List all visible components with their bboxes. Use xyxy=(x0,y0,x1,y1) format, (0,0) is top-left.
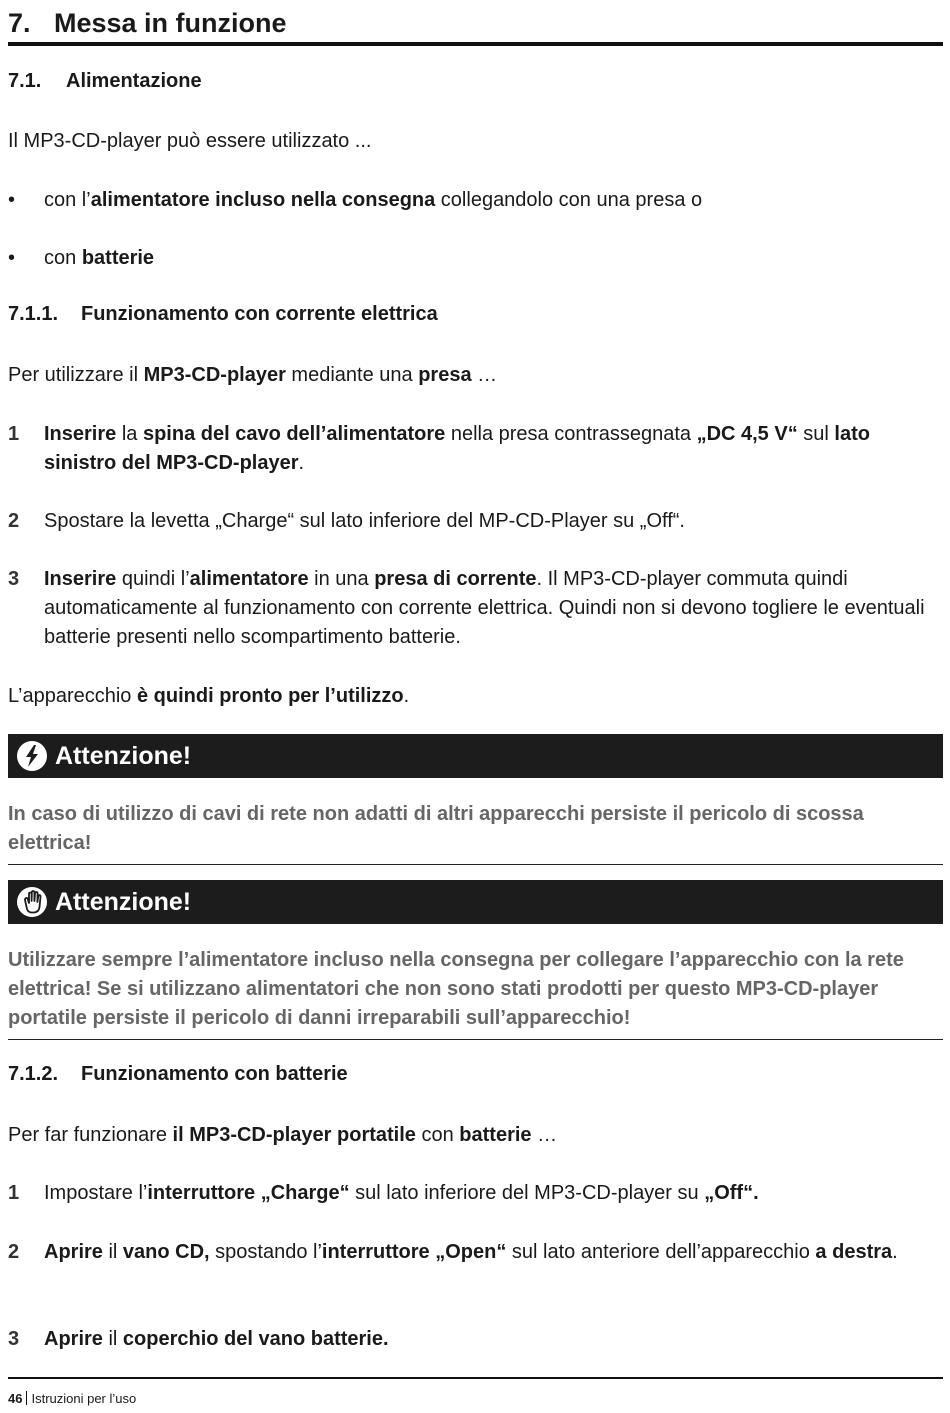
text-bold: lato sinistro del MP3-CD-player xyxy=(44,423,870,474)
step-item xyxy=(0,420,950,478)
text: … xyxy=(531,1124,558,1146)
step-item xyxy=(0,1325,950,1354)
text-bold: Aprire xyxy=(44,1328,103,1350)
text: il xyxy=(102,1241,123,1263)
intro-paragraph xyxy=(8,361,497,390)
warning-header xyxy=(8,880,943,924)
text: il xyxy=(102,1328,123,1350)
text-bold: alimentatore incluso nella consegna xyxy=(90,189,436,211)
footer-divider xyxy=(8,1377,943,1379)
step-item xyxy=(0,565,950,652)
text: . xyxy=(892,1241,898,1263)
section-heading-7-1 xyxy=(8,70,202,93)
section-number: 7.1.2. xyxy=(8,1063,59,1085)
divider xyxy=(8,864,943,865)
step-text xyxy=(44,1325,944,1354)
text-bold: presa di corrente xyxy=(374,568,537,590)
text-bold: il MP3-CD-player portatile xyxy=(172,1124,416,1146)
text-bold: Inserire xyxy=(44,423,117,445)
section-title: Funzionamento con corrente elettrica xyxy=(81,303,438,325)
step-number: 2 xyxy=(8,1241,20,1263)
section-number: 7.1.1. xyxy=(8,303,59,325)
section-title: Alimentazione xyxy=(66,70,202,92)
text-bold: alimentatore xyxy=(189,568,309,590)
text: sul xyxy=(797,423,835,445)
text-bold: batterie xyxy=(459,1124,532,1146)
text: in una xyxy=(308,568,375,590)
text: sul lato inferiore del MP3-CD-player su xyxy=(349,1182,705,1204)
step-number: 2 xyxy=(8,510,20,532)
text-bold: interruttore „Charge“ xyxy=(147,1182,350,1204)
warning-title: Attenzione! xyxy=(55,888,192,916)
text: con l’ xyxy=(44,189,91,211)
text-bold: „DC 4,5 V“ xyxy=(696,423,798,445)
text-bold: Inserire xyxy=(44,568,117,590)
text: . xyxy=(403,685,410,707)
chapter-heading xyxy=(8,4,943,46)
step-number: 1 xyxy=(8,423,20,445)
step-text: Spostare la levetta „Charge“ sul lato inferiore del MP-CD-Player su „Off“. xyxy=(44,510,685,532)
text-bold: presa xyxy=(418,364,472,386)
bullet-item xyxy=(8,186,943,215)
text-bold: è quindi pronto per l’utilizzo xyxy=(136,685,404,707)
step-number: 1 xyxy=(8,1182,20,1204)
text-bold: MP3-CD-player xyxy=(143,364,286,386)
section-title: Funzionamento con batterie xyxy=(81,1063,348,1085)
footer-separator xyxy=(26,1391,27,1405)
step-item xyxy=(0,1179,950,1208)
warning-header xyxy=(8,734,943,778)
step-text xyxy=(44,1238,944,1267)
bullet-mark: • xyxy=(8,247,16,269)
text: . Il MP3-CD-player commuta quindi automaticamente al funzionamento con corrente elettrica. Quindi non si devono togliere le eventuali batterie presenti nello scompartimento batterie. xyxy=(44,568,925,648)
chapter-number: 7. xyxy=(8,8,31,38)
step-text xyxy=(44,420,944,478)
text: Impostare l’ xyxy=(44,1182,148,1204)
text: la xyxy=(116,423,143,445)
step-item xyxy=(0,507,950,536)
text: sul lato anteriore dell’apparecchio xyxy=(506,1241,816,1263)
step-number: 3 xyxy=(8,1328,20,1350)
text: nella presa contrassegnata xyxy=(445,423,697,445)
text: quindi l’ xyxy=(116,568,190,590)
page-footer xyxy=(8,1391,136,1406)
warning-text: Utilizzare sempre l’alimentatore incluso nella consegna per collegare l’apparecchio con la rete elettrica! Se si utilizzano alimentatori che non sono stati prodotti per questo MP3-CD-player portatile persiste il pericolo di danni irreparabili sull’apparecchio! xyxy=(8,949,904,1029)
section-number: 7.1. xyxy=(8,70,42,92)
intro-paragraph xyxy=(8,1121,557,1150)
text: L’apparecchio xyxy=(8,685,137,707)
step-text xyxy=(44,1179,944,1208)
divider xyxy=(8,1039,943,1040)
text: con xyxy=(44,247,82,269)
text: con xyxy=(415,1124,460,1146)
section-heading-7-1-1 xyxy=(8,303,438,326)
warning-title: Attenzione! xyxy=(55,742,192,770)
step-item xyxy=(0,1238,950,1296)
text-bold: a destra xyxy=(815,1241,893,1263)
step-number: 3 xyxy=(8,568,20,590)
text: mediante una xyxy=(285,364,419,386)
text: Per far funzionare xyxy=(8,1124,173,1146)
text-bold: batterie xyxy=(81,247,155,269)
text-bold: coperchio del vano batterie. xyxy=(122,1328,389,1350)
text: . xyxy=(298,452,305,474)
text-bold: spina del cavo dell’alimentatore xyxy=(142,423,446,445)
bullet-mark: • xyxy=(8,189,16,211)
text-bold: Aprire xyxy=(44,1241,103,1263)
text: spostando l’ xyxy=(209,1241,322,1263)
text-bold: interruttore „Open“ xyxy=(321,1241,507,1263)
bullet-item xyxy=(8,244,943,273)
text: Per utilizzare il xyxy=(8,364,144,386)
lightning-icon xyxy=(17,741,47,771)
text: … xyxy=(471,364,498,386)
chapter-title: Messa in funzione xyxy=(54,8,287,38)
text-bold: „Off“. xyxy=(704,1182,759,1204)
page-number: 46 xyxy=(8,1391,23,1406)
section-heading-7-1-2 xyxy=(8,1063,348,1086)
footer-label: Istruzioni per l’uso xyxy=(31,1391,137,1406)
intro-paragraph: Il MP3-CD-player può essere utilizzato ... xyxy=(8,130,372,152)
warning-text: In caso di utilizzo di cavi di rete non adatti di altri apparecchi persiste il pericolo di scossa elettrica! xyxy=(8,803,864,854)
text-bold: vano CD, xyxy=(122,1241,210,1263)
hand-stop-icon xyxy=(17,887,47,917)
text: collegandolo con una presa o xyxy=(435,189,703,211)
ready-paragraph xyxy=(8,682,409,711)
step-text xyxy=(44,565,944,652)
